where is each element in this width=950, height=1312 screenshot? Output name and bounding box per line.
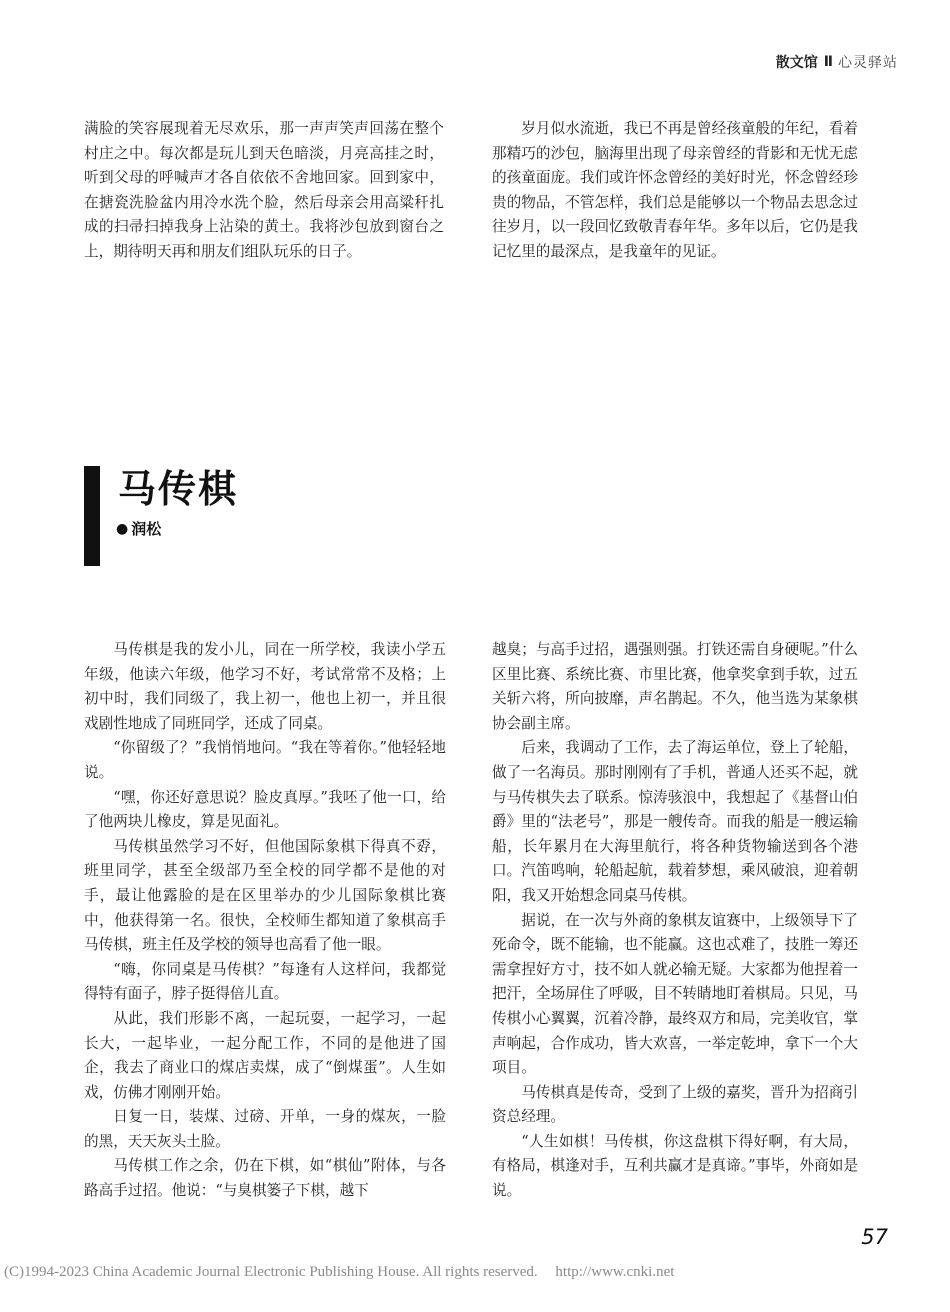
section-name: 心灵驿站	[838, 55, 898, 71]
journal-header	[776, 52, 898, 72]
header-separator: Ⅱ	[823, 54, 832, 70]
article-left-column	[84, 638, 446, 1204]
article-paragraph: 马传棋虽然学习不好，但他国际象棋下得真不孬，班里同学，甚至全级部乃至全校的同学都不是他的对手，最让他露脸的是在区里举办的少儿国际象棋比赛中，他获得第一名。很快，全校师生都知道了象棋高手马传棋，班主任及学校的领导也高看了他一眼。	[84, 837, 446, 954]
author-name: 润松	[131, 520, 162, 538]
footer-url[interactable]: http://www.cnki.net	[555, 1264, 675, 1280]
page-number: 57	[861, 1225, 888, 1249]
author-line	[116, 518, 161, 539]
previous-article-left-column	[84, 117, 444, 265]
article-paragraph: “人生如棋！马传棋，你这盘棋下得好啊，有大局，有格局，棋逢对手，互利共赢才是真谛。”事毕，外商如是说。	[492, 1132, 858, 1200]
article-paragraph: 马传棋真是传奇，受到了上级的嘉奖，晋升为招商引资总经理。	[492, 1083, 858, 1126]
article-paragraph: “嘿，你还好意思说？脸皮真厚。”我呸了他一口，给了他两块儿橡皮，算是见面礼。	[84, 788, 446, 831]
author-bullet: ●	[116, 520, 129, 537]
journal-brand: 散文馆	[775, 55, 818, 71]
previous-article-right-column	[492, 117, 858, 265]
article-paragraph: “嗨，你同桌是马传棋？”每逢有人这样问，我都觉得特有面子，脖子挺得倍儿直。	[84, 960, 446, 1003]
article-paragraph: 日复一日，装煤、过磅、开单，一身的煤灰，一脸的黑，天天灰头土脸。	[84, 1108, 446, 1150]
article-title: 马传棋	[118, 467, 239, 511]
article-right-column	[492, 638, 858, 1204]
article-paragraph: 马传棋是我的发小儿，同在一所学校，我读小学五年级，他读六年级，他学习不好，考试常常不及格；上初中时，我们同级了，我上初一，他也上初一，并且很戏剧性地成了同班同学，还成了同桌。	[84, 641, 446, 732]
previous-article-paragraph: 满脸的笑容展现着无尽欢乐，那一声声笑声回荡在整个村庄之中。每次都是玩儿到天色暗淡，月亮高挂之时，听到父母的呼喊声才各自依依不舍地回家。回到家中，在搪瓷洗脸盆内用冷水洗个脸，然后母亲会用高粱秆扎成的扫帚扫掉我身上沾染的黄土。我将沙包放到窗台之上，期待明天再和朋友们组队玩乐的日子。	[84, 120, 444, 260]
article-paragraph: 据说，在一次与外商的象棋友谊赛中，上级领导下了死命令，既不能输，也不能赢。这也忒难了，技胜一筹还需拿捏好方寸，技不如人就必输无疑。大家都为他捏着一把汗，全场屏住了呼吸，目不转睛地盯着棋局。只见，马传棋小心翼翼，沉着冷静，最终双方和局，完美收官，掌声响起，合作成功，皆大欢喜，一举定乾坤，拿下一个大项目。	[492, 911, 858, 1077]
copyright-footer	[4, 1264, 674, 1281]
previous-article-paragraph: 岁月似水流逝，我已不再是曾经孩童般的年纪，看着那精巧的沙包，脑海里出现了母亲曾经的背影和无忧无虑的孩童面庞。我们或许怀念曾经的美好时光，怀念曾经珍贵的物品，不管怎样，我们总是能够以一个物品去思念过往岁月，以一段回忆致敬青春年华。多年以后，它仍是我记忆里的最深点，是我童年的见证。	[492, 120, 858, 260]
article-paragraph: “你留级了？”我悄悄地问。“我在等着你。”他轻轻地说。	[84, 739, 446, 781]
article-paragraph: 越臭；与高手过招，遇强则强。打铁还需自身硬呢。”什么区里比赛、系统比赛、市里比赛，他拿奖拿到手软，过五关斩六将，所向披靡，声名鹊起。不久，他当选为某象棋协会副主席。	[492, 641, 858, 732]
article-paragraph: 后来，我调动了工作，去了海运单位，登上了轮船，做了一名海员。那时刚刚有了手机，普通人还买不起，就与马传棋失去了联系。惊涛骇浪中，我想起了《基督山伯爵》里的“法老号”，那是一艘传奇。而我的船是一艘运输船，长年累月在大海里航行，将各种货物输送到各个港口。汽笛鸣响，轮船起航，载着梦想，乘风破浪，迎着朝阳，我又开始想念同桌马传棋。	[492, 739, 858, 904]
article-paragraph: 从此，我们形影不离，一起玩耍，一起学习，一起长大，一起毕业，一起分配工作，不同的是他进了国企，我去了商业口的煤店卖煤，成了“倒煤蛋”。人生如戏，仿佛才刚刚开始。	[84, 1009, 446, 1101]
title-accent-bar	[84, 466, 100, 566]
copyright-text: (C)1994-2023 China Academic Journal Electronic Publishing House. All rights reserved.	[4, 1264, 538, 1280]
article-paragraph: 马传棋工作之余，仍在下棋，如“棋仙”附体，与各路高手过招。他说：“与臭棋篓子下棋，越下	[84, 1157, 446, 1200]
